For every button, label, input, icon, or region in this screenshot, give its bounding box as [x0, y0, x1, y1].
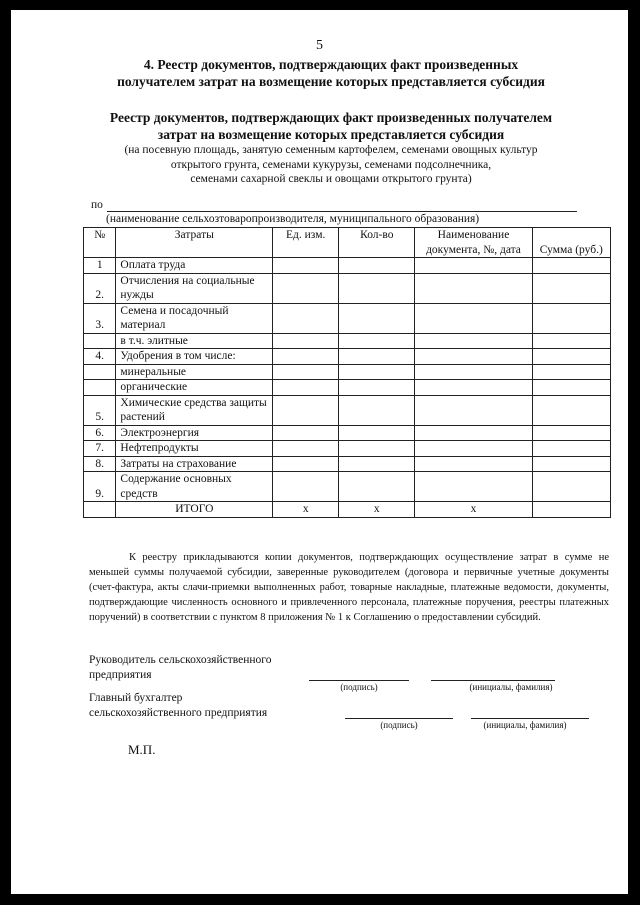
row-sum — [532, 364, 610, 380]
table-row — [84, 333, 611, 349]
row-doc — [415, 333, 532, 349]
row-cost: Удобрения в том числе: — [116, 349, 273, 365]
header-doc: Наименование документа, №, дата — [415, 228, 532, 258]
row-unit — [273, 303, 339, 333]
po-caption: (наименование сельхозтоваропроизводителя, муниципального образования) — [106, 213, 480, 225]
accountant-title-line1: Главный бухгалтер — [89, 692, 183, 704]
head-name-caption: (инициалы, фамилия) — [469, 682, 553, 692]
row-unit — [273, 273, 339, 303]
table-total-row — [84, 502, 611, 518]
row-qty — [339, 258, 415, 274]
accountant-signature-title — [89, 691, 267, 720]
row-doc — [415, 441, 532, 457]
row-unit — [273, 456, 339, 472]
document-page — [11, 10, 628, 894]
total-sum — [532, 502, 610, 518]
row-num — [84, 333, 116, 349]
row-sum — [532, 472, 610, 502]
row-doc — [415, 364, 532, 380]
row-qty — [339, 441, 415, 457]
section-heading-line1: 4. Реестр документов, подтверждающих факт произведенных — [143, 57, 519, 72]
row-cost: Содержание основных средств — [116, 472, 273, 502]
section-heading-line2: получателем затрат на возмещение которых представляется субсидия — [117, 74, 545, 89]
row-qty — [339, 425, 415, 441]
row-doc — [415, 395, 532, 425]
row-unit — [273, 333, 339, 349]
total-doc: х — [415, 502, 532, 518]
table-row — [84, 441, 611, 457]
section-heading — [51, 56, 611, 90]
row-sum — [532, 273, 610, 303]
row-sum — [532, 303, 610, 333]
row-unit — [273, 380, 339, 396]
row-doc — [415, 303, 532, 333]
row-qty — [339, 472, 415, 502]
accountant-title-line2: сельскохозяйственного предприятия — [89, 706, 268, 719]
row-num: 2. — [84, 273, 116, 303]
row-doc — [415, 258, 532, 274]
row-unit — [273, 364, 339, 380]
table-header-row — [84, 228, 611, 258]
row-qty — [339, 364, 415, 380]
table-row — [84, 349, 611, 365]
head-title-line2: предприятия — [89, 668, 152, 681]
accountant-name-line — [471, 718, 589, 719]
table-row — [84, 364, 611, 380]
row-cost: Электроэнергия — [116, 425, 273, 441]
row-sum — [532, 333, 610, 349]
row-qty — [339, 456, 415, 472]
table-row — [84, 456, 611, 472]
row-sum — [532, 425, 610, 441]
accountant-name-caption: (инициалы, фамилия) — [483, 720, 567, 730]
attachment-note: К реестру прикладываются копии документов, подтверждающих осуществление затрат в сумме не меньшей суммы получаемой субсидии, заверенные руководителем (договора и первичные учетные документы (счет-фактура, акты слачи-приемки выполненных работ, товарные накладные, платежные ведомости, документы, подтверждающие численность основного и привлеченного персонала, платежные поручения, реестры платежных поручений) в соответствии с пунктом 8 приложения № 1 к Соглашению о предоставлении субсидий. — [89, 552, 609, 623]
row-qty — [339, 273, 415, 303]
row-doc — [415, 425, 532, 441]
page-number: 5 — [316, 38, 323, 53]
table-row — [84, 273, 611, 303]
register-subtitle-line3: семенами сахарной свеклы и овощами открытого грунта) — [190, 173, 472, 185]
row-num: 1 — [84, 258, 116, 274]
total-label: ИТОГО — [116, 502, 273, 518]
row-unit — [273, 349, 339, 365]
table-row — [84, 258, 611, 274]
table-row — [84, 303, 611, 333]
table-row — [84, 380, 611, 396]
row-cost: Оплата труда — [116, 258, 273, 274]
row-num: 4. — [84, 349, 116, 365]
row-sum — [532, 456, 610, 472]
table-row — [84, 395, 611, 425]
register-table — [83, 227, 611, 518]
table-row — [84, 425, 611, 441]
row-unit — [273, 441, 339, 457]
row-num — [84, 380, 116, 396]
row-unit — [273, 258, 339, 274]
row-qty — [339, 395, 415, 425]
accountant-sign-line — [345, 718, 453, 719]
row-unit — [273, 425, 339, 441]
row-cost: Нефтепродукты — [116, 441, 273, 457]
head-sign-line — [309, 680, 409, 681]
row-cost: минеральные — [116, 364, 273, 380]
table-row — [84, 472, 611, 502]
row-unit — [273, 395, 339, 425]
row-num: 6. — [84, 425, 116, 441]
row-num: 3. — [84, 303, 116, 333]
stamp-place: М.П. — [128, 742, 156, 757]
row-sum — [532, 441, 610, 457]
row-cost: Химические средства защиты растений — [116, 395, 273, 425]
total-num — [84, 502, 116, 518]
row-doc — [415, 472, 532, 502]
row-doc — [415, 349, 532, 365]
row-num: 8. — [84, 456, 116, 472]
row-qty — [339, 303, 415, 333]
row-num: 5. — [84, 395, 116, 425]
row-unit — [273, 472, 339, 502]
row-sum — [532, 349, 610, 365]
row-sum — [532, 395, 610, 425]
row-sum — [532, 258, 610, 274]
register-subtitle-line2: открытого грунта, семенами кукурузы, семенами подсолнечника, — [170, 158, 492, 171]
register-subtitle — [71, 143, 591, 187]
row-doc — [415, 273, 532, 303]
header-unit: Ед. изм. — [273, 228, 339, 258]
row-sum — [532, 380, 610, 396]
head-sign-caption: (подпись) — [340, 682, 378, 692]
row-qty — [339, 333, 415, 349]
header-num: № — [84, 228, 116, 258]
po-label: по — [91, 199, 103, 211]
row-num: 7. — [84, 441, 116, 457]
po-fill-line — [107, 211, 577, 212]
row-qty — [339, 380, 415, 396]
total-qty: х — [339, 502, 415, 518]
head-signature-title — [89, 653, 271, 682]
row-cost: Семена и посадочный материал — [116, 303, 273, 333]
accountant-sign-caption: (подпись) — [380, 720, 418, 730]
row-cost: органические — [116, 380, 273, 396]
row-cost: в т.ч. элитные — [116, 333, 273, 349]
row-num — [84, 364, 116, 380]
row-doc — [415, 380, 532, 396]
total-unit: х — [273, 502, 339, 518]
header-qty: Кол-во — [339, 228, 415, 258]
register-title-line1: Реестр документов, подтверждающих факт произведенных получателем — [109, 110, 553, 125]
row-cost: Отчисления на социальные нужды — [116, 273, 273, 303]
register-subtitle-line1: (на посевную площадь, занятую семенным картофелем, семенами овощных культур — [124, 144, 538, 156]
row-qty — [339, 349, 415, 365]
row-doc — [415, 456, 532, 472]
head-title-line1: Руководитель сельскохозяйственного — [89, 654, 272, 666]
head-name-line — [431, 680, 555, 681]
row-num: 9. — [84, 472, 116, 502]
register-title-line2: затрат на возмещение которых представляется субсидия — [157, 127, 505, 142]
header-sum: Сумма (руб.) — [532, 228, 610, 258]
row-cost: Затраты на страхование — [116, 456, 273, 472]
register-title — [51, 109, 611, 143]
header-cost: Затраты — [116, 228, 273, 258]
